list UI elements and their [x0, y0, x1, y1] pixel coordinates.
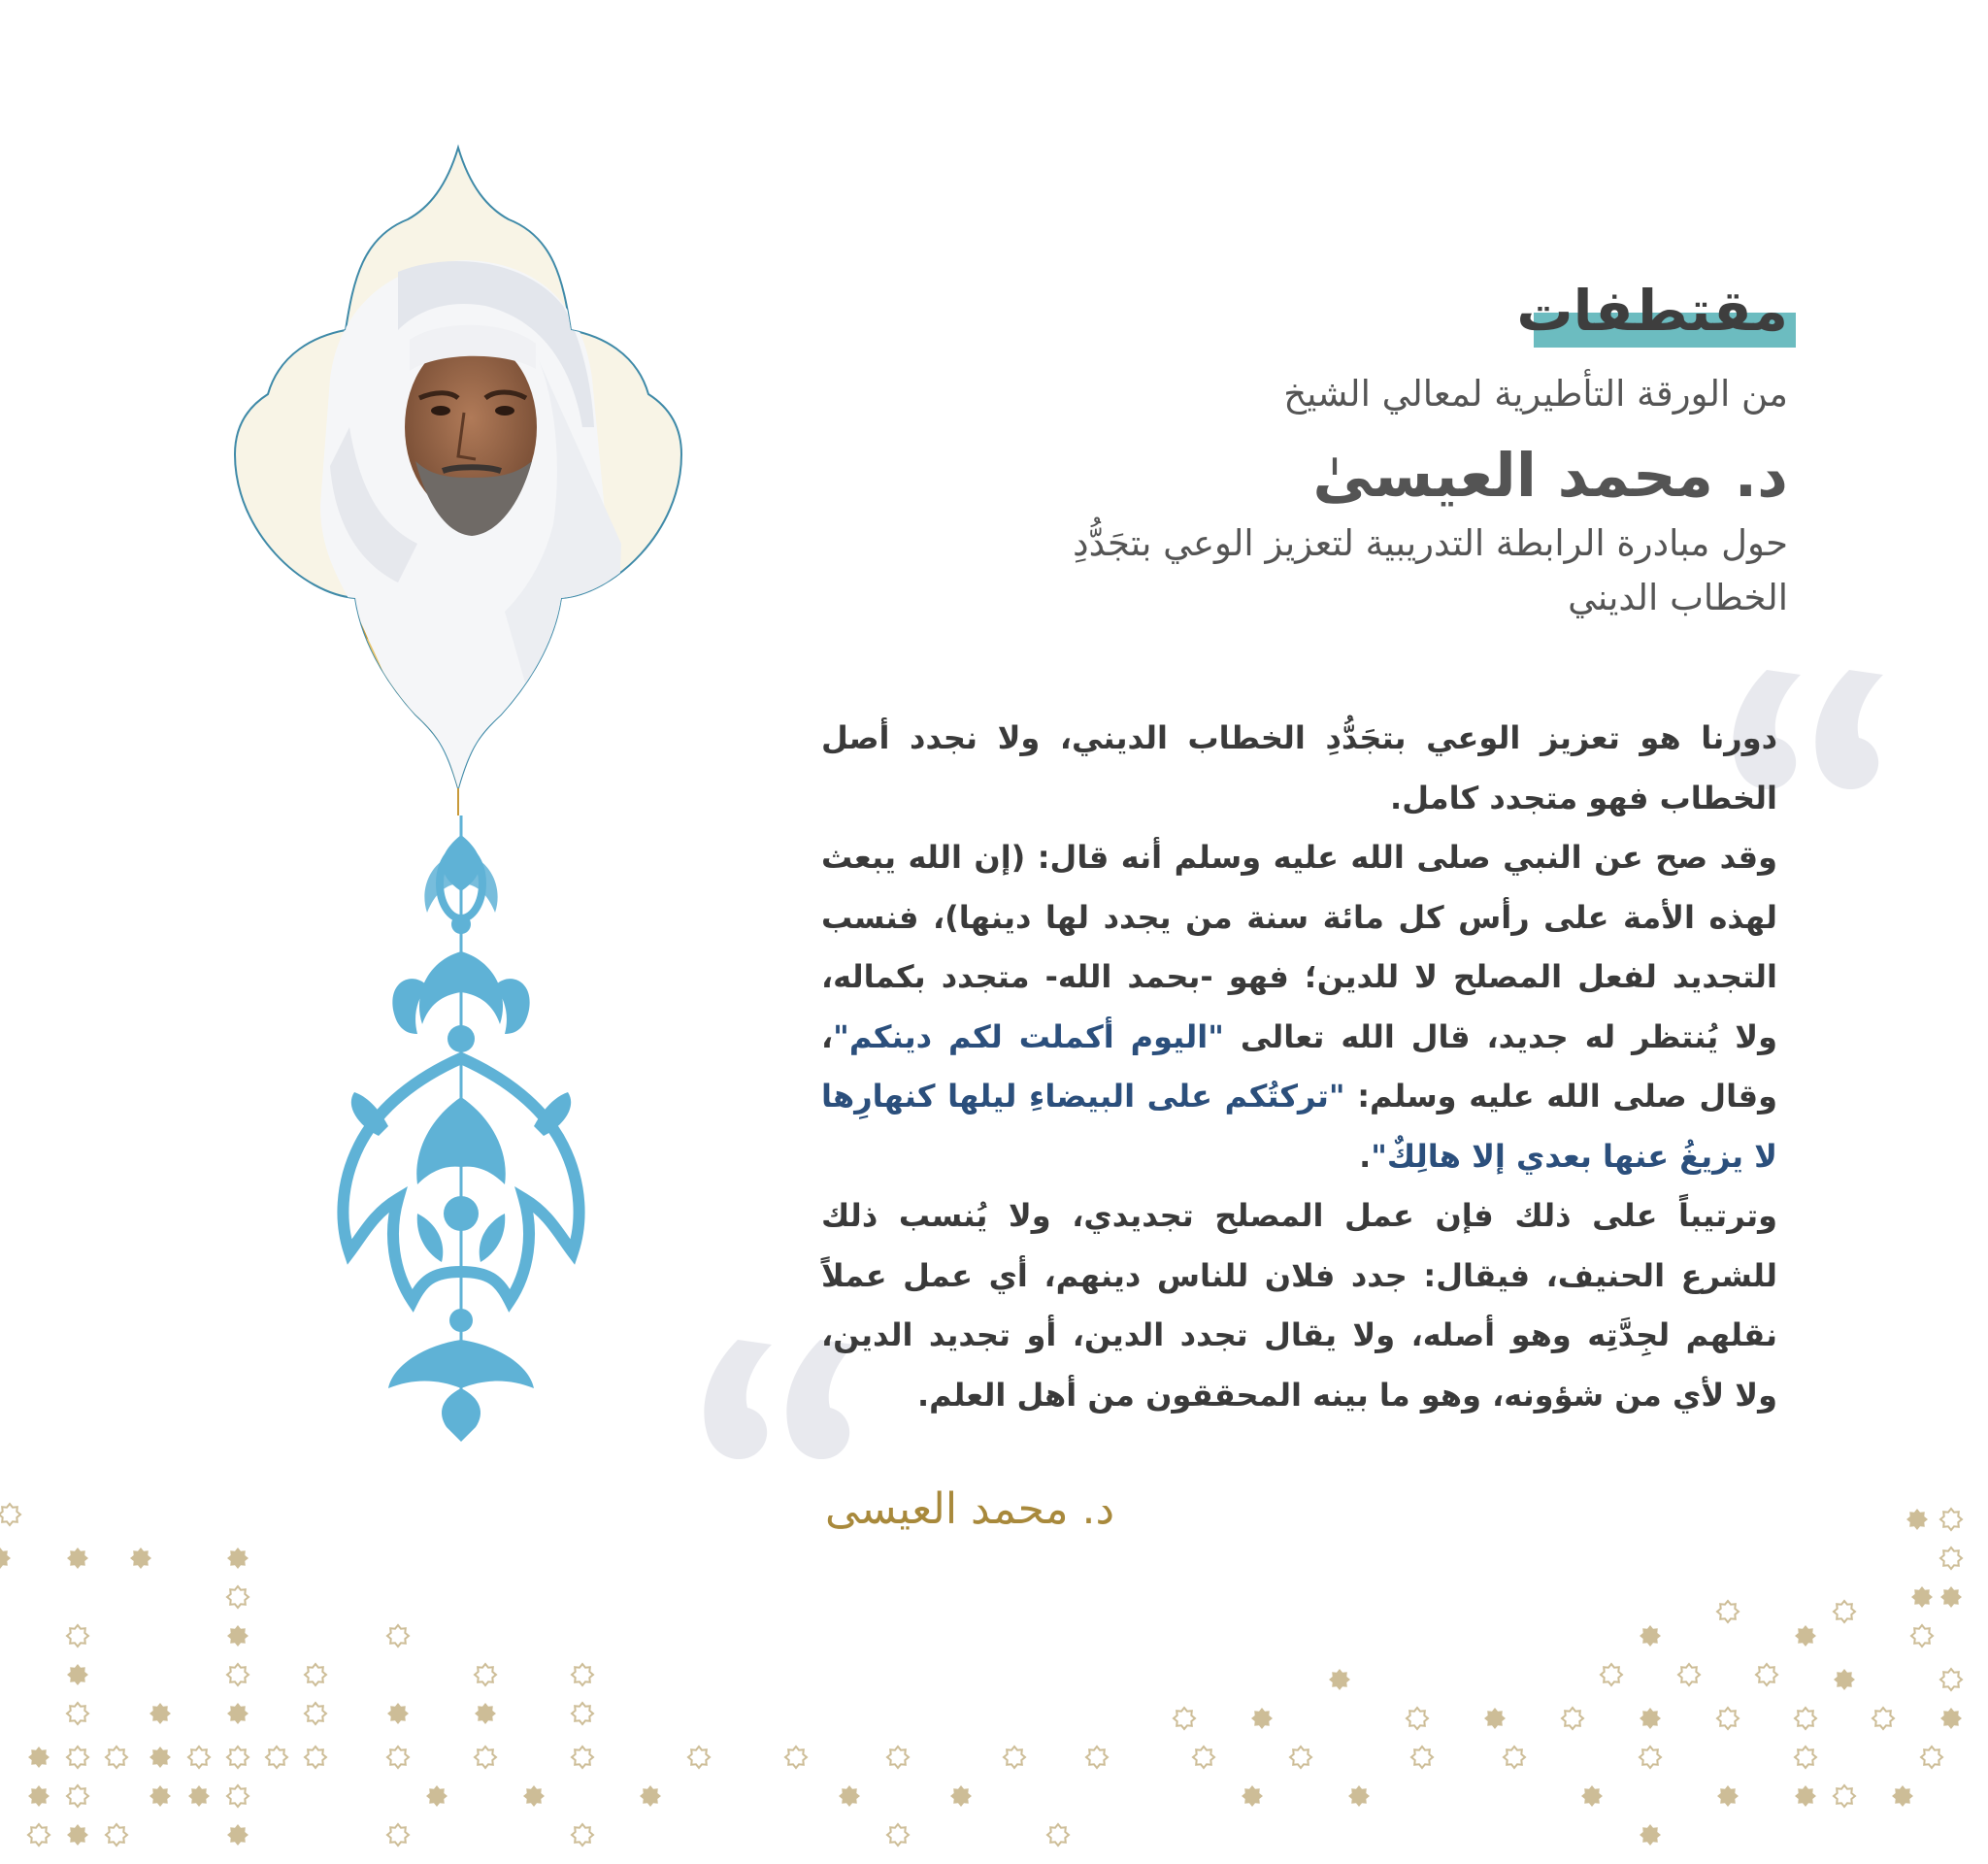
- eight-point-star-icon: [1892, 1785, 1913, 1807]
- portrait-frame: [155, 136, 777, 816]
- eight-point-star-icon: [1484, 1708, 1506, 1729]
- eight-point-star-icon: [28, 1785, 50, 1807]
- eight-point-star-icon: [950, 1785, 972, 1807]
- eight-point-star-icon: [0, 1548, 11, 1569]
- eight-point-star-icon: [1086, 1747, 1108, 1768]
- eight-point-star-icon: [1717, 1708, 1739, 1729]
- eight-point-star-icon: [28, 1824, 50, 1846]
- eight-point-star-icon: [475, 1664, 496, 1685]
- eight-point-star-icon: [1940, 1586, 1962, 1608]
- eight-point-star-icon: [227, 1664, 248, 1685]
- eight-point-star-icon: [1640, 1824, 1661, 1846]
- eight-point-star-icon: [887, 1824, 909, 1846]
- eight-point-star-icon: [1795, 1785, 1816, 1807]
- eight-point-star-icon: [1174, 1708, 1195, 1729]
- eight-point-star-icon: [1348, 1785, 1370, 1807]
- eight-point-star-icon: [1581, 1785, 1603, 1807]
- eight-point-star-icon: [67, 1824, 88, 1846]
- eight-point-star-icon: [475, 1703, 496, 1724]
- eight-point-star-icon: [1717, 1601, 1739, 1622]
- quote-body: [821, 709, 1777, 1425]
- star-pattern: [0, 1476, 1988, 1864]
- eight-point-star-icon: [1834, 1785, 1855, 1807]
- eight-point-star-icon: [1795, 1708, 1816, 1729]
- eight-point-star-icon: [1834, 1669, 1855, 1690]
- eight-point-star-icon: [572, 1747, 593, 1768]
- eight-point-star-icon: [1795, 1625, 1816, 1647]
- eight-point-star-icon: [67, 1548, 88, 1569]
- author-name: د. محمد العيسىٰ: [1312, 440, 1788, 511]
- eight-point-star-icon: [1640, 1708, 1661, 1729]
- eight-point-star-icon: [266, 1747, 287, 1768]
- eight-point-star-icon: [188, 1747, 210, 1768]
- eight-point-star-icon: [1911, 1625, 1933, 1647]
- eight-point-star-icon: [1795, 1747, 1816, 1768]
- eight-point-star-icon: [227, 1548, 248, 1569]
- eight-point-star-icon: [523, 1785, 545, 1807]
- eight-point-star-icon: [227, 1747, 248, 1768]
- eight-point-star-icon: [149, 1703, 171, 1724]
- eight-point-star-icon: [1940, 1548, 1962, 1569]
- quote-text: ، وقال صلى الله عليه وسلم:: [821, 1017, 1778, 1115]
- eight-point-star-icon: [305, 1664, 326, 1685]
- eight-point-star-icon: [227, 1625, 248, 1647]
- eight-point-star-icon: [227, 1785, 248, 1807]
- eight-point-star-icon: [67, 1664, 88, 1685]
- eight-point-star-icon: [572, 1703, 593, 1724]
- eight-point-star-icon: [67, 1785, 88, 1807]
- quote-text: وقد صح عن النبي صلى الله عليه وسلم أنه قال: (إن الله يبعث لهذه الأمة على رأس كل مائة سنة من يجدد لها دينها)، فنسب التجديد لفعل المصلح لا للدين؛ فهو -بحمد الله- متجدد بكماله، ولا يُنتظر له جديد، قال الله تعالى: [821, 839, 1778, 1055]
- eight-point-star-icon: [305, 1747, 326, 1768]
- eight-point-star-icon: [1921, 1747, 1942, 1768]
- eight-point-star-icon: [1047, 1824, 1069, 1846]
- eight-point-star-icon: [106, 1747, 127, 1768]
- eight-point-star-icon: [188, 1785, 210, 1807]
- eight-point-star-icon: [305, 1703, 326, 1724]
- eight-point-star-icon: [1504, 1747, 1525, 1768]
- quote-paragraph: وترتيباً على ذلك فإن عمل المصلح تجديدي، ولا يُنسب ذلك للشرع الحنيف، فيقال: جدد فلان للناس دينهم، أي عمل عملاً نقلهم لجِدَّتِه وهو أصله، ولا يقال تجدد الدين، أو تجديد الدين، ولا لأي من شؤونه، وهو ما بينه المحققون من أهل العلم.: [821, 1197, 1777, 1414]
- eight-point-star-icon: [130, 1548, 151, 1569]
- topic-text: حول مبادرة الرابطة التدريبية لتعزيز الوعي بتجَدُّدِ الخطاب الديني: [1073, 522, 1788, 618]
- quote-paragraph: [821, 828, 1777, 1186]
- eight-point-star-icon: [1411, 1747, 1433, 1768]
- quote-paragraph: دورنا هو تعزيز الوعي بتجَدُّدِ الخطاب الديني، ولا نجدد أصل الخطاب فهو متجدد كامل.: [821, 719, 1777, 816]
- eight-point-star-icon: [387, 1747, 409, 1768]
- eight-point-star-icon: [1940, 1669, 1962, 1690]
- eight-point-star-icon: [149, 1785, 171, 1807]
- eight-point-star-icon: [1407, 1708, 1428, 1729]
- eight-point-star-icon: [1251, 1708, 1273, 1729]
- eight-point-star-icon: [28, 1747, 50, 1768]
- eight-point-star-icon: [1872, 1708, 1894, 1729]
- eight-point-star-icon: [572, 1824, 593, 1846]
- eight-point-star-icon: [67, 1703, 88, 1724]
- eight-point-star-icon: [1940, 1509, 1962, 1530]
- eight-point-star-icon: [1640, 1747, 1661, 1768]
- eight-point-star-icon: [227, 1703, 248, 1724]
- highlighted-verse: "اليوم أكملت لكم دينكم": [833, 1017, 1224, 1055]
- eight-point-star-icon: [1242, 1785, 1263, 1807]
- eight-point-star-icon: [149, 1747, 171, 1768]
- eight-point-star-icon: [1834, 1601, 1855, 1622]
- eight-point-star-icon: [387, 1703, 409, 1724]
- highlighted-hadith: "تركتُكم على البيضاءِ ليلها كنهارِها لا يزيغُ عنها بعدي إلا هالِكٌ": [821, 1078, 1777, 1175]
- eight-point-star-icon: [1678, 1664, 1700, 1685]
- eight-point-star-icon: [1601, 1664, 1622, 1685]
- eight-point-star-icon: [106, 1824, 127, 1846]
- arabesque-ornament-icon: [320, 816, 602, 1456]
- eight-point-star-icon: [387, 1625, 409, 1647]
- eight-point-star-icon: [1329, 1669, 1350, 1690]
- eight-point-star-icon: [572, 1664, 593, 1685]
- eight-point-star-icon: [1906, 1509, 1928, 1530]
- quote-text: .: [1359, 1137, 1372, 1175]
- eight-point-star-icon: [839, 1785, 860, 1807]
- eight-point-star-icon: [1756, 1664, 1777, 1685]
- eight-point-star-icon: [67, 1747, 88, 1768]
- page-title: مقتطفات: [1516, 278, 1788, 344]
- signature: د. محمد العيسى: [825, 1484, 1115, 1534]
- eight-point-star-icon: [0, 1504, 20, 1525]
- subtitle: من الورقة التأطيرية لمعالي الشيخ: [1283, 373, 1788, 415]
- eight-point-star-icon: [785, 1747, 807, 1768]
- eight-point-star-icon: [227, 1586, 248, 1608]
- eight-point-star-icon: [67, 1625, 88, 1647]
- eight-point-star-icon: [387, 1824, 409, 1846]
- eight-point-star-icon: [640, 1785, 661, 1807]
- eight-point-star-icon: [1562, 1708, 1583, 1729]
- eight-point-star-icon: [887, 1747, 909, 1768]
- eight-point-star-icon: [475, 1747, 496, 1768]
- eight-point-star-icon: [1911, 1586, 1933, 1608]
- eight-point-star-icon: [1940, 1708, 1962, 1729]
- eight-point-star-icon: [1004, 1747, 1025, 1768]
- eight-point-star-icon: [1640, 1625, 1661, 1647]
- eight-point-star-icon: [227, 1824, 248, 1846]
- eight-point-star-icon: [426, 1785, 447, 1807]
- eight-point-star-icon: [1290, 1747, 1311, 1768]
- eight-point-star-icon: [1193, 1747, 1214, 1768]
- eight-point-star-icon: [688, 1747, 710, 1768]
- eight-point-star-icon: [1717, 1785, 1739, 1807]
